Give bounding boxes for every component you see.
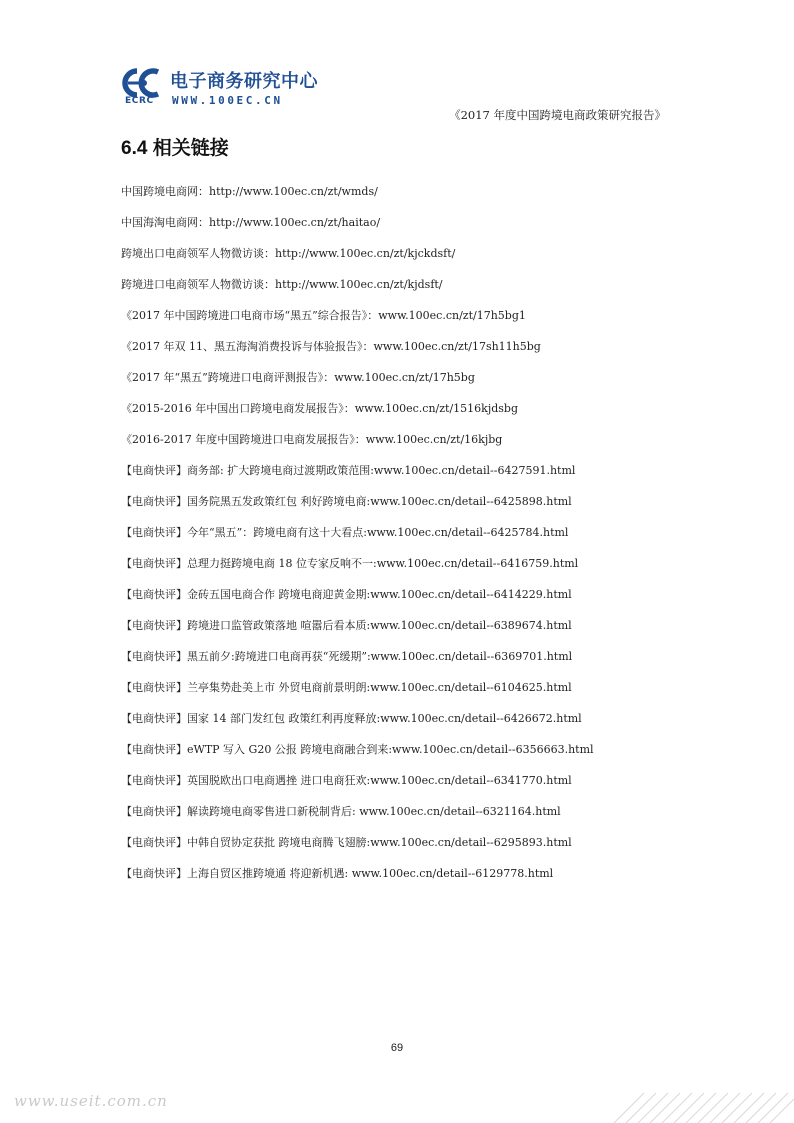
link-item[interactable]: 中国跨境电商网：http://www.100ec.cn/zt/wmds/ (121, 185, 378, 198)
logo-url: WWW.100EC.CN (172, 94, 283, 107)
link-item[interactable]: 【电商快评】兰亭集势赴美上市 外贸电商前景明朗:www.100ec.cn/detail--6104625.html (121, 681, 572, 694)
link-item[interactable]: 【电商快评】今年“黑五”：跨境电商有这十大看点:www.100ec.cn/detail--6425784.html (121, 526, 569, 539)
ecrc-logo-mark-icon (122, 68, 168, 98)
link-item[interactable]: 跨境出口电商领军人物微访谈：http://www.100ec.cn/zt/kjckdsft/ (121, 247, 456, 260)
section-title: 6.4 相关链接 (121, 138, 229, 159)
watermark: www.useit.com.cn (14, 1092, 168, 1110)
ecrc-logo (122, 64, 322, 110)
link-item[interactable]: 《2017 年“黑五”跨境进口电商评测报告》：www.100ec.cn/zt/17h5bg (121, 371, 475, 384)
link-item[interactable]: 【电商快评】总理力挺跨境电商 18 位专家反响不一:www.100ec.cn/detail--6416759.html (121, 557, 579, 570)
corner-hatch-decoration (574, 1083, 794, 1123)
running-header-title: 《2017 年度中国跨境电商政策研究报告》 (449, 108, 666, 122)
link-item[interactable]: 【电商快评】国务院黑五发政策红包 利好跨境电商:www.100ec.cn/detail--6425898.html (121, 495, 572, 508)
link-item[interactable]: 【电商快评】eWTP 写入 G20 公报 跨境电商融合到来:www.100ec.cn/detail--6356663.html (121, 743, 594, 756)
page-number: 69 (390, 1042, 404, 1054)
logo-abbreviation: ECRC (125, 96, 154, 106)
link-item[interactable]: 【电商快评】金砖五国电商合作 跨境电商迎黄金期:www.100ec.cn/detail--6414229.html (121, 588, 572, 601)
link-item[interactable]: 【电商快评】跨境进口监管政策落地 喧嚣后看本质:www.100ec.cn/detail--6389674.html (121, 619, 572, 632)
link-item[interactable]: 【电商快评】英国脱欧出口电商遇挫 进口电商狂欢:www.100ec.cn/detail--6341770.html (121, 774, 572, 787)
link-item[interactable]: 【电商快评】商务部: 扩大跨境电商过渡期政策范围:www.100ec.cn/detail--6427591.html (121, 464, 576, 477)
link-item[interactable]: 【电商快评】黑五前夕:跨境进口电商再获“死缓期”:www.100ec.cn/detail--6369701.html (121, 650, 573, 663)
link-item[interactable]: 【电商快评】上海自贸区推跨境通 将迎新机遇: www.100ec.cn/detail--6129778.html (121, 867, 554, 880)
link-item[interactable]: 【电商快评】解读跨境电商零售进口新税制背后: www.100ec.cn/detail--6321164.html (121, 805, 561, 818)
link-item[interactable]: 中国海淘电商网：http://www.100ec.cn/zt/haitao/ (121, 216, 381, 229)
link-item[interactable]: 【电商快评】国家 14 部门发红包 政策红利再度释放:www.100ec.cn/detail--6426672.html (121, 712, 582, 725)
link-item[interactable]: 《2017 年双 11、黑五海淘消费投诉与体验报告》：www.100ec.cn/zt/17sh11h5bg (121, 340, 541, 353)
related-links-list (121, 184, 681, 897)
link-item[interactable]: 《2016-2017 年度中国跨境进口电商发展报告》：www.100ec.cn/zt/16kjbg (121, 433, 503, 446)
link-item[interactable]: 【电商快评】中韩自贸协定获批 跨境电商腾飞翅膀:www.100ec.cn/detail--6295893.html (121, 836, 572, 849)
link-item[interactable]: 《2015-2016 年中国出口跨境电商发展报告》：www.100ec.cn/zt/1516kjdsbg (121, 402, 519, 415)
link-item[interactable]: 跨境进口电商领军人物微访谈：http://www.100ec.cn/zt/kjdsft/ (121, 278, 443, 291)
link-item[interactable]: 《2017 年中国跨境进口电商市场“黑五”综合报告》：www.100ec.cn/zt/17h5bg1 (121, 309, 526, 322)
logo-name: 电子商务研究中心 (170, 71, 318, 92)
